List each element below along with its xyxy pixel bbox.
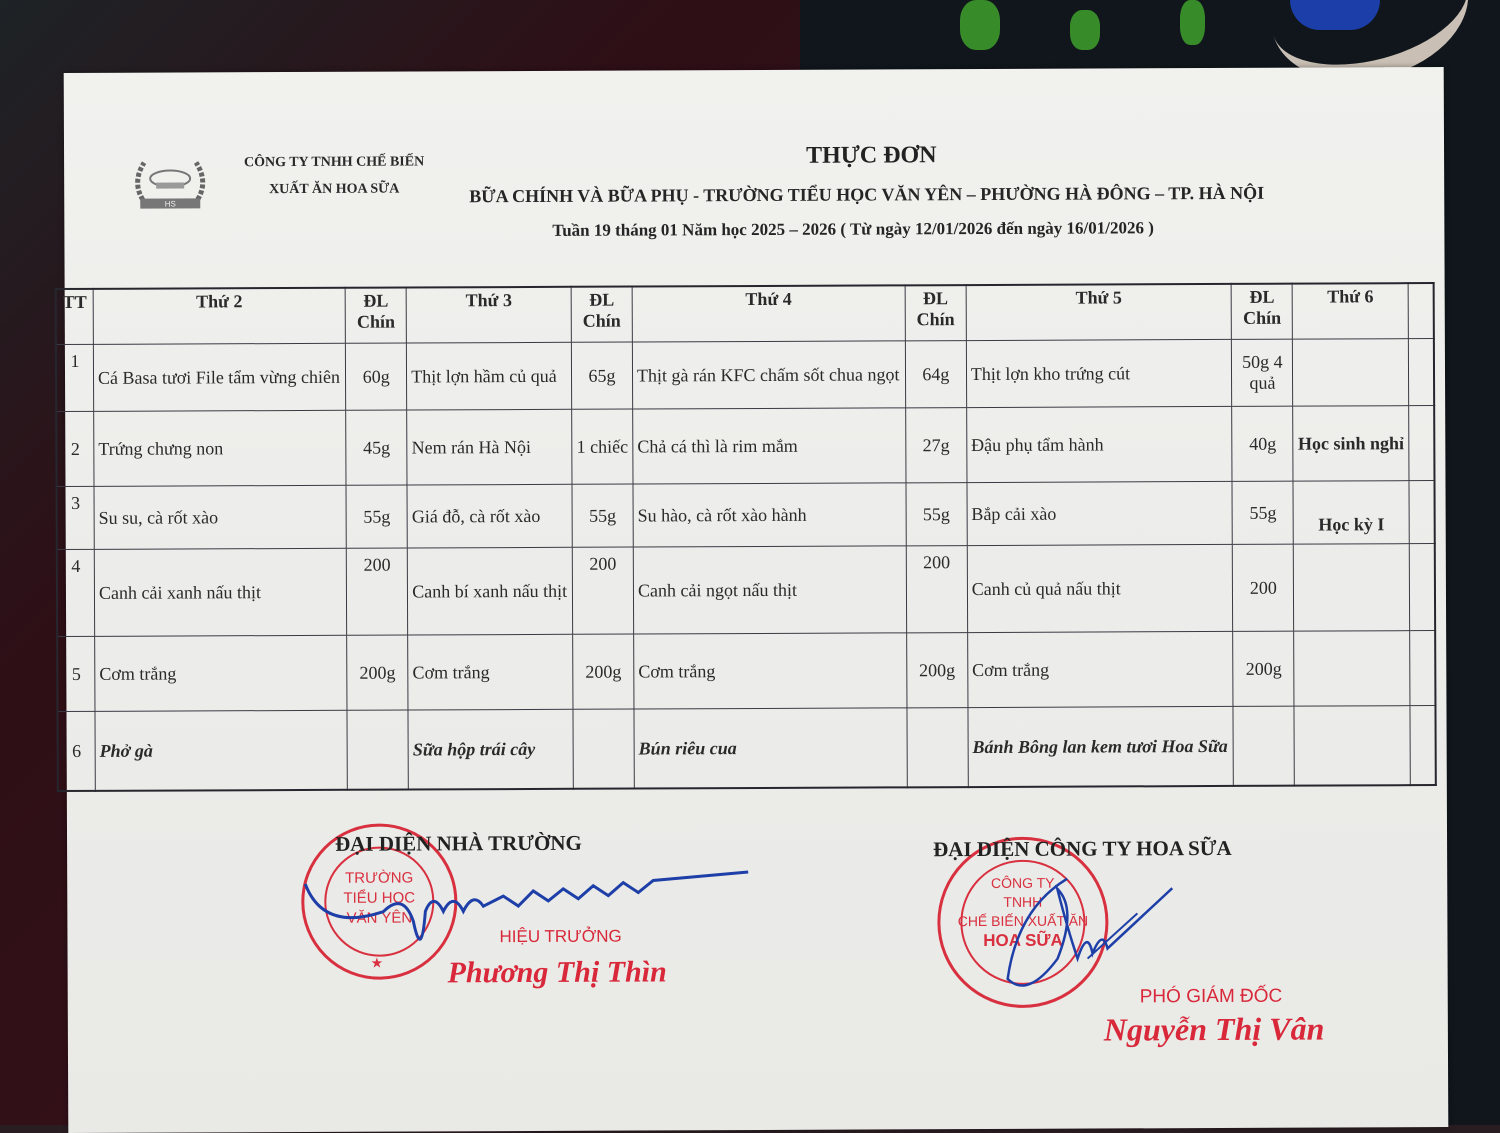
row-number: 2 bbox=[56, 411, 94, 486]
tuesday-dish: Thịt lợn hầm củ quả bbox=[407, 342, 572, 410]
thursday-qty: 50g 4 quả bbox=[1232, 339, 1293, 406]
wednesday-dish: Bún riêu cua bbox=[634, 708, 907, 789]
row-number: 1 bbox=[56, 344, 94, 411]
header-friday: Thứ 6 bbox=[1292, 283, 1408, 339]
background-decoration bbox=[1070, 10, 1100, 50]
wednesday-dish: Thịt gà rán KFC chấm sốt chua ngọt bbox=[632, 341, 905, 409]
friday-note bbox=[1293, 339, 1409, 407]
monday-qty: 45g bbox=[346, 410, 407, 485]
tuesday-qty: 1 chiếc bbox=[572, 409, 633, 484]
header-extra bbox=[1408, 283, 1434, 339]
extra-cell bbox=[1409, 481, 1435, 544]
monday-dish: Cơm trắng bbox=[95, 635, 348, 711]
header-qty: ĐL Chín bbox=[905, 285, 966, 341]
thursday-dish: Canh củ quả nấu thịt bbox=[967, 544, 1233, 632]
svg-text:HS: HS bbox=[164, 199, 176, 209]
table-row bbox=[57, 544, 1435, 637]
wednesday-dish: Chả cá thì là rim mắm bbox=[633, 408, 906, 484]
table-row bbox=[56, 406, 1434, 487]
extra-cell bbox=[1410, 631, 1436, 706]
company-signer-name: Nguyễn Thị Vân bbox=[1103, 1010, 1325, 1048]
monday-qty: 200 bbox=[346, 548, 407, 635]
header-tt: TT bbox=[56, 289, 94, 345]
company-signature bbox=[997, 868, 1178, 999]
tuesday-qty: 200g bbox=[573, 634, 634, 709]
friday-note: Học sinh nghỉ bbox=[1293, 406, 1409, 482]
friday-note: Học kỳ I bbox=[1293, 481, 1409, 545]
monday-qty: 55g bbox=[346, 485, 407, 548]
company-role: PHÓ GIÁM ĐỐC bbox=[1139, 985, 1283, 1008]
company-line-2: XUẤT ĂN HOA SỮA bbox=[269, 181, 400, 198]
wednesday-qty: 200g bbox=[906, 633, 967, 708]
wednesday-dish: Su hào, cà rốt xào hành bbox=[633, 483, 906, 547]
wednesday-dish: Canh cải ngọt nấu thịt bbox=[633, 546, 906, 634]
company-line-1: CÔNG TY TNHH CHẾ BIẾN bbox=[243, 154, 425, 171]
table-row bbox=[56, 481, 1434, 550]
company-representative-title: ĐẠI DIỆN CÔNG TY HOA SỮA bbox=[933, 835, 1232, 862]
friday-note bbox=[1294, 706, 1410, 786]
thursday-qty: 40g bbox=[1232, 406, 1293, 481]
thursday-dish: Bắp cải xào bbox=[967, 481, 1233, 545]
wednesday-dish: Cơm trắng bbox=[634, 633, 907, 709]
wednesday-qty: 27g bbox=[905, 408, 966, 483]
table-row bbox=[57, 706, 1435, 792]
tuesday-dish: Nem rán Hà Nội bbox=[407, 409, 572, 485]
table-row bbox=[57, 631, 1435, 712]
tuesday-dish: Canh bí xanh nấu thịt bbox=[407, 547, 572, 635]
menu-document bbox=[64, 67, 1449, 1133]
thursday-qty: 200 bbox=[1233, 544, 1294, 631]
company-logo-icon bbox=[126, 154, 214, 218]
table-header-row bbox=[56, 283, 1434, 345]
company-stamp-text: CÔNG TY TNHH CHẾ BIẾN XUẤT ĂN HOA SỮA bbox=[957, 874, 1089, 951]
friday-note bbox=[1294, 544, 1410, 632]
row-number: 6 bbox=[57, 711, 95, 791]
tuesday-qty: 200 bbox=[572, 547, 633, 634]
thursday-qty: 55g bbox=[1232, 481, 1293, 544]
monday-dish: Trứng chưng non bbox=[94, 410, 347, 486]
wednesday-qty: 55g bbox=[906, 483, 967, 546]
tuesday-qty: 55g bbox=[572, 484, 633, 547]
menu-table bbox=[55, 282, 1437, 792]
star-icon: ★ bbox=[370, 954, 384, 971]
wednesday-qty bbox=[907, 708, 968, 788]
table-row bbox=[56, 339, 1434, 412]
header-qty: ĐL Chín bbox=[1231, 284, 1292, 340]
thursday-dish: Cơm trắng bbox=[967, 631, 1233, 707]
row-number: 3 bbox=[56, 486, 94, 549]
friday-note bbox=[1294, 631, 1410, 707]
thursday-dish: Bánh Bông lan kem tươi Hoa Sữa bbox=[968, 706, 1234, 787]
row-number: 5 bbox=[57, 636, 95, 711]
header-monday: Thứ 2 bbox=[93, 288, 345, 345]
monday-qty: 60g bbox=[346, 343, 407, 410]
school-role: HIỆU TRƯỞNG bbox=[499, 926, 622, 947]
tuesday-qty bbox=[573, 709, 634, 789]
background-decoration bbox=[1180, 0, 1205, 45]
monday-qty: 200g bbox=[347, 635, 408, 710]
monday-dish: Canh cải xanh nấu thịt bbox=[94, 548, 347, 636]
school-representative-title: ĐẠI DIỆN NHÀ TRƯỜNG bbox=[335, 830, 582, 856]
header-wednesday: Thứ 4 bbox=[632, 285, 905, 342]
wednesday-qty: 200 bbox=[906, 546, 967, 633]
tuesday-dish: Sữa hộp trái cây bbox=[408, 709, 573, 789]
tuesday-dish: Giá đỗ, cà rốt xào bbox=[407, 484, 572, 548]
header-tuesday: Thứ 3 bbox=[406, 287, 571, 343]
thursday-qty bbox=[1233, 706, 1294, 786]
company-name bbox=[224, 148, 444, 203]
thursday-qty: 200g bbox=[1233, 631, 1294, 706]
extra-cell bbox=[1410, 706, 1436, 786]
extra-cell bbox=[1409, 406, 1435, 481]
header-qty: ĐL Chín bbox=[345, 288, 406, 344]
thursday-dish: Thịt lợn kho trứng cút bbox=[966, 339, 1232, 407]
page-subtitle: BỮA CHÍNH VÀ BỮA PHỤ - TRƯỜNG TIỂU HỌC VĂN YÊN – PHƯỜNG HÀ ĐÔNG – TP. HÀ NỘI bbox=[469, 182, 1265, 207]
monday-dish: Phở gà bbox=[95, 710, 348, 791]
wednesday-qty: 64g bbox=[905, 341, 966, 408]
school-signer-name: Phương Thị Thìn bbox=[447, 955, 667, 990]
school-stamp-text: TRƯỜNG TIỂU HỌC VĂN YÊN bbox=[343, 869, 416, 927]
page-title: THỰC ĐƠN bbox=[806, 142, 937, 169]
school-signature bbox=[303, 870, 753, 962]
extra-cell bbox=[1408, 339, 1434, 406]
monday-dish: Cá Basa tươi File tẩm vừng chiên bbox=[93, 343, 346, 411]
monday-dish: Su su, cà rốt xào bbox=[94, 485, 346, 549]
row-number: 4 bbox=[57, 549, 95, 636]
header-thursday: Thứ 5 bbox=[966, 284, 1232, 341]
tuesday-dish: Cơm trắng bbox=[408, 634, 573, 710]
week-range: Tuần 19 tháng 01 Năm học 2025 – 2026 ( Từ ngày 12/01/2026 đến ngày 16/01/2026 ) bbox=[552, 218, 1154, 240]
extra-cell bbox=[1409, 544, 1435, 631]
thursday-dish: Đậu phụ tẩm hành bbox=[966, 406, 1232, 482]
tuesday-qty: 65g bbox=[571, 342, 632, 409]
header-qty: ĐL Chín bbox=[571, 287, 632, 343]
monday-qty bbox=[347, 710, 408, 790]
background-decoration bbox=[960, 0, 1000, 50]
